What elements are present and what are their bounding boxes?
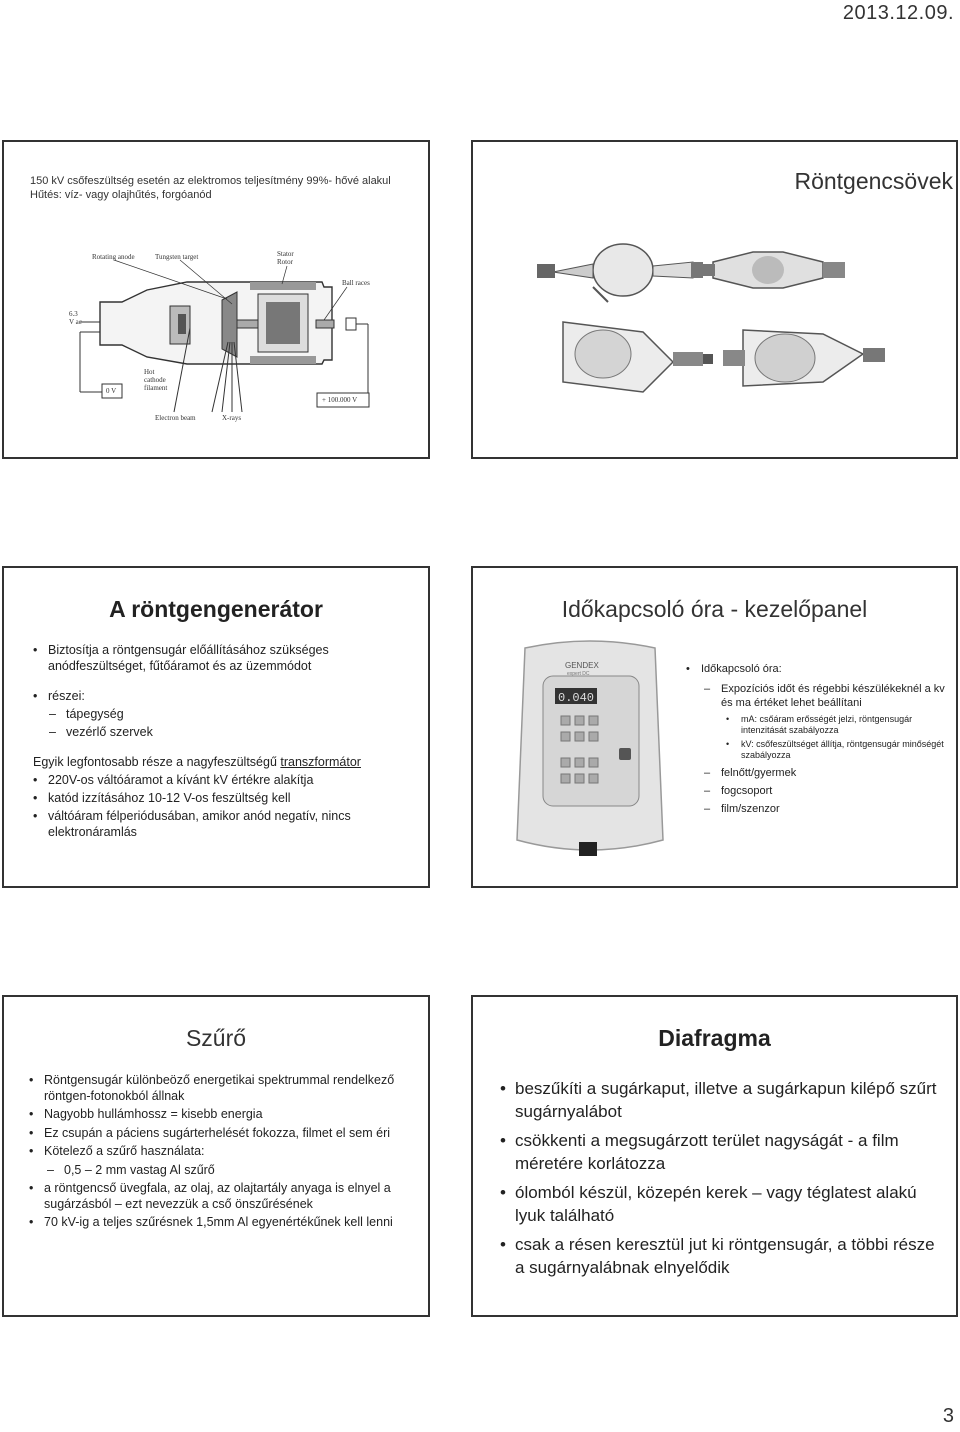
label-plus-v: + 100.000 V <box>322 396 358 404</box>
slide1-note-line2: Hűtés: víz- vagy olajhűtés, forgóanód <box>30 189 212 201</box>
slide4-sub-4: – film/szenzor <box>721 802 951 816</box>
slide1-note-line1: 150 kV csőfeszültség esetén az elektromos teljesítmény 99%- hővé alakul <box>30 175 391 187</box>
slide3-plain-prefix: Egyik legfontosabb része a nagyfeszültségű <box>33 755 281 769</box>
slide6-bullet-2: • csökkenti a megsugárzott terület nagyságát - a film méretére korlátozza <box>515 1129 945 1175</box>
slide4-sub-3: – fogcsoport <box>721 784 951 798</box>
label-tungsten-target: Tungsten target <box>155 253 199 261</box>
slide-xray-tubes <box>471 140 958 459</box>
page-number: 3 <box>942 1405 954 1427</box>
label-ball-races: Ball races <box>342 279 370 287</box>
slide5-bullet-1: • Röntgensugár különbeöző energetikai spektrummal rendelkező röntgen-fotonokból állnak <box>44 1073 419 1104</box>
label-xrays: X-rays <box>222 414 242 422</box>
control-panel-photo <box>495 640 685 870</box>
label-rotor: Rotor <box>277 258 293 266</box>
panel-display: 0.040 <box>558 691 595 705</box>
label-vac-2: V ac <box>69 318 82 326</box>
label-hot: Hot <box>144 368 155 376</box>
slide4-title: Időkapcsoló óra - kezelőpanel <box>561 596 868 622</box>
slide3-bullet-4: • katód izzításához 10-12 V-os feszültség kell <box>48 790 418 806</box>
slide6-bullet-4: • csak a résen keresztül jut ki röntgensugár, a többi része a sugárnyalábnak elnyelődik <box>515 1233 945 1279</box>
slide3-sub-2: – vezérlő szervek <box>66 724 418 740</box>
slide-filter <box>2 995 430 1317</box>
slide6-list <box>515 1077 945 1279</box>
slide6-bullet-1: • beszűkíti a sugárkaput, illetve a sugárkapun kilépő szűrt sugárnyalábot <box>515 1077 945 1123</box>
slide5-bullet-4: • Kötelező a szűrő használata: <box>44 1144 419 1160</box>
slide6-bullet-3: • ólomból készül, közepén kerek – vagy téglatest alakú lyuk található <box>515 1181 945 1227</box>
label-zero-v: 0 V <box>106 387 117 395</box>
slide3-bullet-3: • 220V-os váltóáramot a kívánt kV értékre alakítja <box>48 772 418 788</box>
slide5-sub-1: – 0,5 – 2 mm vastag Al szűrő <box>64 1163 419 1179</box>
slide5-bullet-6: • 70 kV-ig a teljes szűrésnek 1,5mm Al egyenértékűnek kell lenni <box>44 1215 419 1231</box>
label-stator: Stator <box>277 250 294 258</box>
slide3-list <box>33 642 418 840</box>
slide-diaphragm <box>471 995 958 1317</box>
slide3-title: A röntgengenerátor <box>109 596 323 622</box>
label-rotating-anode: Rotating anode <box>92 253 135 261</box>
slide5-bullet-2: • Nagyobb hullámhossz = kisebb energia <box>44 1107 419 1123</box>
tube-photo-1 <box>537 244 703 302</box>
slide-xray-generator <box>2 566 430 888</box>
tube-photo-2 <box>699 252 845 288</box>
panel-brand: GENDEX <box>565 661 599 670</box>
slide4-subsub-1: • mA: csőáram erősségét jelzi, röntgensugár intenzitását szabályozza <box>741 714 951 736</box>
xray-tube-photos <box>523 222 913 422</box>
slide3-bullet-2: • részei: <box>48 688 418 704</box>
label-vac-1: 6.3 <box>69 310 78 318</box>
slide4-sub-2: – felnőtt/gyermek <box>721 766 951 780</box>
slide3-bullet-1: • Biztosítja a röntgensugár előállításához szükséges anódfeszültséget, fűtőáramot és az üzemmódot <box>48 642 418 674</box>
panel-model: expert DC <box>567 671 590 677</box>
slide2-title: Röntgencsövek <box>794 168 953 194</box>
slide6-title: Diafragma <box>658 1025 771 1051</box>
slide4-bullet-1: • Időkapcsoló óra: <box>701 662 951 676</box>
slide3-plain-line <box>33 754 418 770</box>
slide5-bullet-5: • a röntgencső üvegfala, az olaj, az olajtartály anyaga is elnyel a sugárzásból – ezt nevezzük a cső önszűrésének <box>44 1181 419 1212</box>
label-electron-beam: Electron beam <box>155 414 196 422</box>
slide3-transformer-link[interactable]: transzformátor <box>280 755 361 769</box>
slide5-list <box>44 1073 419 1231</box>
tube-photo-3 <box>563 322 713 392</box>
label-filament: filament <box>144 384 168 392</box>
slide3-bullet-5: • váltóáram félperiódusában, amikor anód negatív, nincs elektronáramlás <box>48 808 418 840</box>
slide-timer-control-panel <box>471 566 958 888</box>
xray-tube-diagram <box>62 242 382 427</box>
slide4-subsub-2: • kV: csőfeszültséget állítja, röntgensugár minőségét szabályozza <box>741 739 951 761</box>
slide5-title: Szűrő <box>185 1025 247 1051</box>
slide-xray-tube-diagram <box>2 140 430 459</box>
slide4-list <box>701 662 951 816</box>
tube-photo-4 <box>723 330 885 386</box>
slide3-sub-1: – tápegység <box>66 706 418 722</box>
label-cathode: cathode <box>144 376 166 384</box>
slide5-bullet-3: • Ez csupán a páciens sugárterhelését fokozza, filmet el sem éri <box>44 1126 419 1142</box>
page-date: 2013.12.09. <box>842 2 954 24</box>
slide4-sub-1: – Expozíciós időt és régebbi készülékeknél a kv és ma értéket lehet beállítani <box>721 682 951 710</box>
